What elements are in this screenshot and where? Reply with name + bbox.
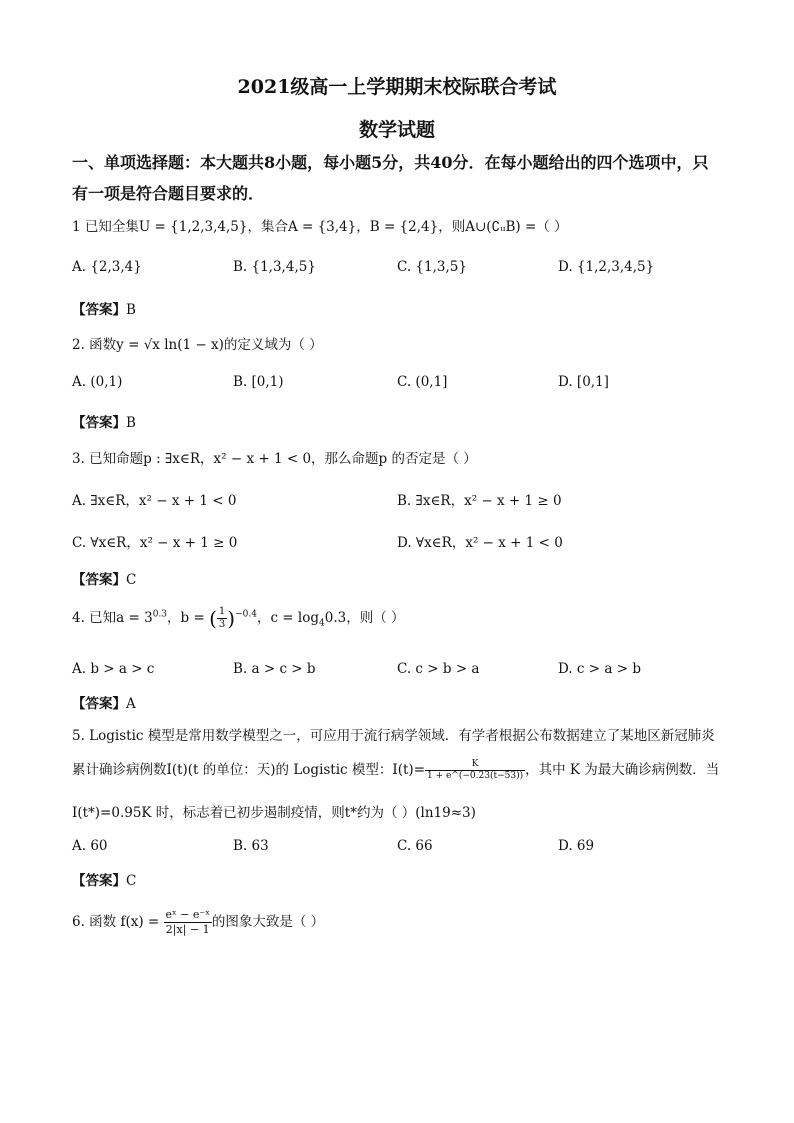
- q4-paren-close: ): [227, 606, 236, 631]
- question-1-option-b: B. {1,3,4,5}: [233, 259, 316, 275]
- question-5-option-c: C. 66: [397, 838, 433, 854]
- q6-prefix: 6. 函数 f(x) =: [72, 914, 164, 930]
- question-6-stem: [72, 908, 324, 937]
- question-4-option-a: A. b > a > c: [72, 661, 155, 677]
- question-1-option-a: A. {2,3,4}: [72, 259, 142, 275]
- answer-tag: 【答案】: [72, 696, 126, 712]
- question-1-answer: [72, 298, 136, 318]
- q4-exp-a: 0.3: [152, 609, 168, 620]
- question-3-option-d: D. ∀x∈R，x² − x + 1 < 0: [397, 535, 563, 551]
- q4-paren-open: (: [209, 606, 217, 631]
- q6-suffix: 的图象大致是（ ）: [211, 914, 325, 930]
- question-3-option-b: B. ∃x∈R，x² − x + 1 ≥ 0: [397, 493, 562, 509]
- q4-frac-den: 3: [218, 619, 226, 630]
- question-2-option-d: D. [0,1]: [558, 374, 609, 390]
- question-1-stem: 1 已知全集U = {1,2,3,4,5}，集合A = {3,4}，B = {2,4}，则A∪(∁ᵤB) =（ ）: [72, 219, 568, 235]
- question-3-option-c: C. ∀x∈R，x² − x + 1 ≥ 0: [72, 535, 238, 551]
- question-1-option-d: D. {1,2,3,4,5}: [558, 259, 655, 275]
- question-4-option-b: B. a > c > b: [233, 661, 316, 677]
- exam-title: 2021级高一上学期期末校际联合考试: [237, 76, 557, 98]
- question-4-answer: [72, 692, 136, 712]
- answer-value: C: [126, 572, 137, 588]
- section-instructions-line1: 一、单项选择题：本大题共8小题，每小题5分，共40分．在每小题给出的四个选项中，只: [72, 153, 709, 172]
- question-5-line2: [72, 758, 719, 782]
- answer-value: A: [126, 696, 136, 712]
- answer-tag: 【答案】: [72, 873, 126, 889]
- question-3-option-a: A. ∃x∈R，x² − x + 1 < 0: [72, 493, 237, 509]
- question-5-option-b: B. 63: [233, 838, 269, 854]
- question-2-option-c: C. (0,1]: [397, 374, 448, 390]
- question-2-answer: [72, 411, 136, 431]
- answer-tag: 【答案】: [72, 572, 126, 588]
- question-5-line1: 5. Logistic 模型是常用数学模型之一，可应用于流行病学领域．有学者根据公布数据建立了某地区新冠肺炎: [72, 728, 715, 744]
- q6-frac-den: 2|x| − 1: [165, 923, 210, 936]
- q5-line2-suffix: ，其中 K 为最大确诊病例数．当: [525, 762, 720, 778]
- q4-suffix: 0.3，则（ ）: [324, 610, 405, 626]
- answer-tag: 【答案】: [72, 415, 126, 431]
- question-4-stem: [72, 606, 405, 631]
- answer-value: B: [126, 302, 136, 318]
- q5-line2-prefix: 累计确诊病例数I(t)(t 的单位：天)的 Logistic 模型：I(t)=: [72, 762, 426, 778]
- q4-exp-b: −0.4: [235, 609, 257, 620]
- question-4-option-d: D. c > a > b: [558, 661, 641, 677]
- question-2-stem: 2. 函数y = √x ln(1 − x)的定义域为（ ）: [72, 337, 323, 353]
- question-2-option-b: B. [0,1): [233, 374, 284, 390]
- q4-mid1: ，b =: [167, 610, 210, 626]
- q4-prefix: 4. 已知a = 3: [72, 610, 153, 626]
- question-1-option-c: C. {1,3,5}: [397, 259, 467, 275]
- answer-value: B: [126, 415, 136, 431]
- q4-fraction: [217, 606, 227, 631]
- q4-frac-num: 1: [218, 606, 226, 617]
- answer-value: C: [126, 873, 137, 889]
- q4-mid2: ，c = log: [256, 610, 319, 626]
- q4-log-base: 4: [319, 618, 325, 629]
- q6-frac-num: eˣ − e⁻ˣ: [165, 908, 210, 921]
- question-4-option-c: C. c > b > a: [397, 661, 480, 677]
- q6-fraction: [164, 908, 212, 937]
- q5-frac-num: K: [425, 759, 525, 771]
- question-5-option-a: A. 60: [72, 838, 108, 854]
- q5-fraction: [425, 759, 525, 782]
- question-5-option-d: D. 69: [558, 838, 595, 854]
- question-3-answer: [72, 568, 136, 588]
- question-5-line3: I(t*)=0.95K 时，标志着已初步遏制疫情，则t*约为（ ）(ln19≈3): [72, 805, 476, 821]
- question-2-option-a: A. (0,1): [72, 374, 123, 390]
- question-3-stem: 3. 已知命题p : ∃x∈R，x² − x + 1 < 0，那么命题p 的否定是（ ）: [72, 451, 477, 467]
- answer-tag: 【答案】: [72, 302, 126, 318]
- exam-subtitle: 数学试题: [358, 119, 435, 141]
- section-instructions-line2: 有一项是符合题目要求的．: [72, 184, 265, 203]
- q5-frac-den: 1 + e^(−0.23(t−53)): [427, 771, 524, 781]
- question-5-answer: [72, 869, 136, 889]
